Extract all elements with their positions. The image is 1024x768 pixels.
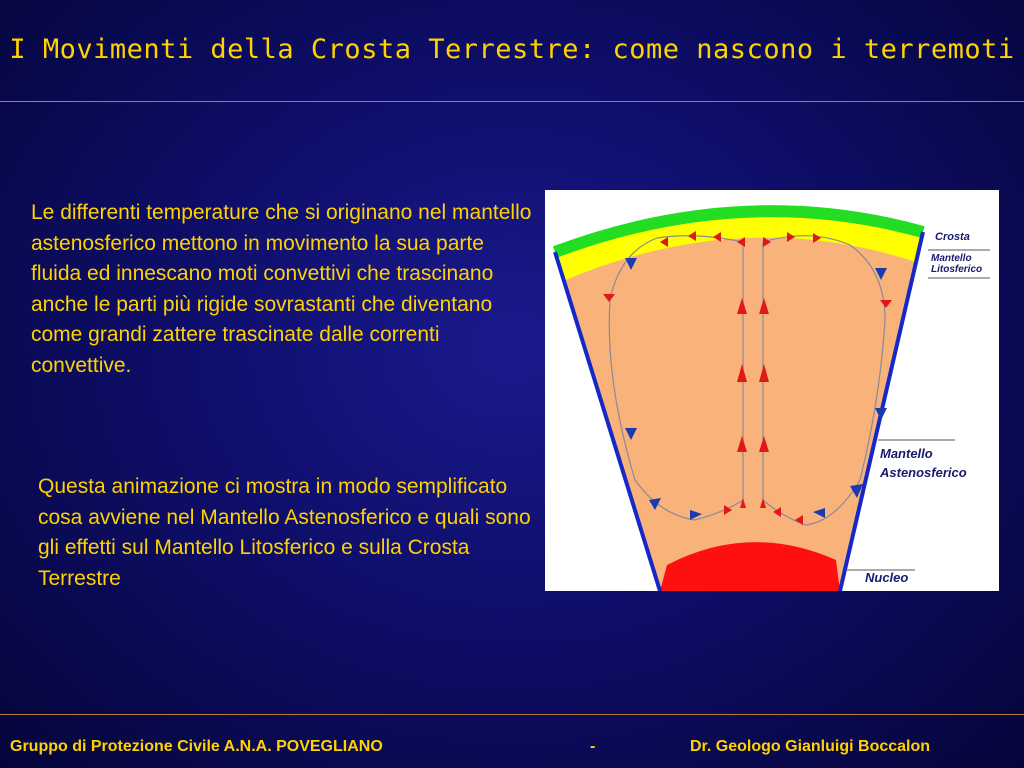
crust-label: Crosta — [935, 231, 970, 243]
core-label: Nucleo — [865, 570, 909, 585]
convection-diagram — [545, 190, 999, 591]
footer-organization: Gruppo di Protezione Civile A.N.A. POVEGLIANO — [10, 738, 383, 755]
asthenospheric-mantle-region — [557, 215, 922, 591]
lithospheric-label-2: Litosferico — [931, 264, 983, 275]
footer-divider — [0, 714, 1024, 715]
asthenospheric-label-1: Mantello — [880, 446, 933, 461]
footer-author: Dr. Geologo Gianluigi Boccalon — [690, 738, 931, 755]
asthenospheric-label-2: Astenosferico — [880, 465, 967, 480]
title-divider — [0, 101, 1024, 102]
earth-section-svg — [545, 190, 999, 591]
slide-title: I Movimenti della Crosta Terrestre: come nascono i terremoti — [9, 34, 1015, 65]
footer-separator: - — [590, 738, 596, 755]
convection-paragraph: Le differenti temperature che si originano nel mantello astenosferico mettono in movimento la sua parte fluida ed innescano moti convettivi che trascinano anche le parti più rigide sovrastanti che diventano come grandi zattere trascinate dalle correnti convettive. — [31, 201, 532, 377]
lithospheric-label-1: Mantello — [931, 253, 972, 264]
animation-paragraph: Questa animazione ci mostra in modo semplificato cosa avviene nel Mantello Astenosferico e quali sono gli effetti sul Mantello Litosferico e sulla Crosta Terrestre — [38, 475, 531, 590]
